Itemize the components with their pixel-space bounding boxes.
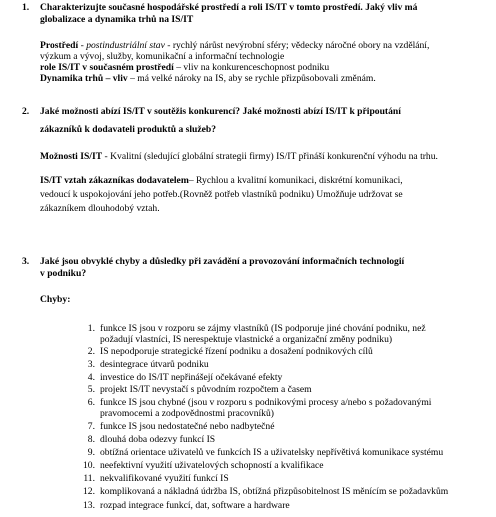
paragraph-text: má velké nároky na IS, aby se rychle přizpůsobovali změnám.	[137, 73, 376, 84]
list-item-text: desintegrace útvarů podniku	[100, 359, 209, 370]
term-prostredi: Prostředí	[40, 40, 79, 51]
list-item-number: 13.	[83, 500, 95, 511]
section-3-question-line-2: v podniku?	[40, 268, 87, 279]
list-item-number: 10.	[83, 460, 95, 471]
term-role: role IS/IT v současném prostředí	[40, 62, 174, 73]
separator: -	[78, 40, 87, 51]
section-1-paragraph-3	[40, 62, 329, 73]
list-item-text: dlouhá doba odezvy funkcí IS	[100, 434, 216, 445]
term-postindustrialni: postindustriální stav	[86, 40, 165, 51]
list-item-number: 6.	[87, 397, 95, 408]
list-item-number: 3.	[87, 359, 95, 370]
list-item-text: rozpad integrace funkcí, dat, software a hardware	[100, 500, 290, 511]
section-3-number: 3.	[22, 256, 30, 267]
section-2-paragraph-3	[40, 189, 403, 200]
list-item-text: obtížná orientace uživatelů ve funkcích IS a uživatelsky nepřívětivá komunikace systému	[100, 447, 444, 458]
paragraph-text: - rychlý nárůst nevýrobní sféry; vědecky náročné obory na vzdělání,	[164, 40, 430, 51]
list-item-number: 9.	[87, 447, 95, 458]
errors-subheading: Chyby:	[40, 294, 71, 305]
section-1-paragraph-4	[40, 73, 376, 84]
paragraph-text: výzkum a vývoj, služby, komunikační a informační technologie	[40, 51, 285, 62]
list-item-number: 8.	[87, 434, 95, 445]
list-item-text: funkce IS jsou nedostatečné nebo nadbytečné	[100, 421, 275, 432]
paragraph-text: vliv na konkurenceschopnost podniku	[183, 62, 330, 73]
section-2-paragraph-4	[40, 203, 160, 214]
list-item-text: nekvalifikované využití funkcí IS	[100, 473, 229, 484]
list-item-number: 1.	[87, 323, 95, 334]
list-item-text: IS nepodporuje strategické řízení podniku a dosažení podnikových cílů	[100, 346, 373, 357]
section-2-question-line-1: Jaké možnosti abízí IS/IT v soutěžis konkurencí? Jaké možnosti abízí IS/IT k připoutání	[40, 106, 401, 117]
paragraph-text: Rychlou a kvalitní komunikaci, diskrétní komunikaci,	[196, 175, 403, 186]
list-item-text: investice do IS/IT nepřinášejí očekávané efekty	[100, 372, 283, 383]
list-item-number: 11.	[83, 473, 95, 484]
list-item-number: 2.	[87, 346, 95, 357]
term-moznosti: Možnosti IS/IT	[40, 151, 103, 162]
list-item-number: 12.	[83, 486, 95, 497]
section-2-question-line-2: zákazníků k dodavateli produktů a služeb?	[40, 124, 217, 135]
list-item-text: požadují vlastníci, IS nerespektuje vlastnické a organizační změny podniku)	[100, 334, 393, 345]
separator: –	[173, 62, 184, 73]
list-item-number: 4.	[87, 372, 95, 383]
list-item-text: funkce IS jsou chybné (jsou v rozporu s podnikovými procesy a/nebo s požadovanými	[100, 397, 432, 408]
section-3-question-line-1: Jaké jsou obvyklé chyby a důsledky při zavádění a provozování informačních technologií	[40, 256, 405, 267]
separator: –	[188, 175, 197, 186]
list-item-text: komplikovaná a nákladná údržba IS, obtížná přizpůsobitelnost IS měnícím se požadavkům	[100, 486, 449, 497]
list-item-number: 5.	[87, 384, 95, 395]
section-2-paragraph-1	[40, 151, 438, 162]
list-item-number: 7.	[87, 421, 95, 432]
paragraph-text: vedoucí k uspokojování jeho potřeb.(Rovněž potřeb vlastníků podniku) Umožňuje udržovat se	[40, 189, 403, 200]
section-2-paragraph-2	[40, 175, 403, 186]
list-item-text: neefektivní využití uživatelových schopností a kvalifikace	[100, 460, 324, 471]
list-item-text: pravomocemi a zodpovědnostmi pracovníků)	[100, 408, 274, 419]
section-1-number: 1.	[22, 2, 30, 13]
term-dynamika: Dynamika trhů – vliv	[40, 73, 128, 84]
section-2-number: 2.	[22, 106, 30, 117]
section-1-question-line-1: Charakterizujte současné hospodářské prostředí a roli IS/IT v tomto prostředí. Jaký vliv má	[40, 2, 418, 13]
separator: -	[102, 151, 111, 162]
section-1-paragraph-1	[40, 40, 429, 51]
separator: –	[127, 73, 138, 84]
section-1-paragraph-2	[40, 51, 284, 62]
term-vztah: IS/IT vztah zákazníkas dodavatelem	[40, 175, 189, 186]
section-1-question-line-2: globalizace a dynamika trhů na IS/IT	[40, 14, 194, 25]
list-item-text: projekt IS/IT nevystačí s původním rozpočtem a časem	[100, 384, 312, 395]
paragraph-text: Kvalitní (sledující globální strategii firmy) IS/IT přináší konkurenční výhodu na trhu.	[110, 151, 438, 162]
list-item-text: funkce IS jsou v rozporu se zájmy vlastníků (IS podporuje jiné chování podniku, než	[100, 323, 426, 334]
paragraph-text: zákazníkem dlouhodobý vztah.	[40, 203, 160, 214]
